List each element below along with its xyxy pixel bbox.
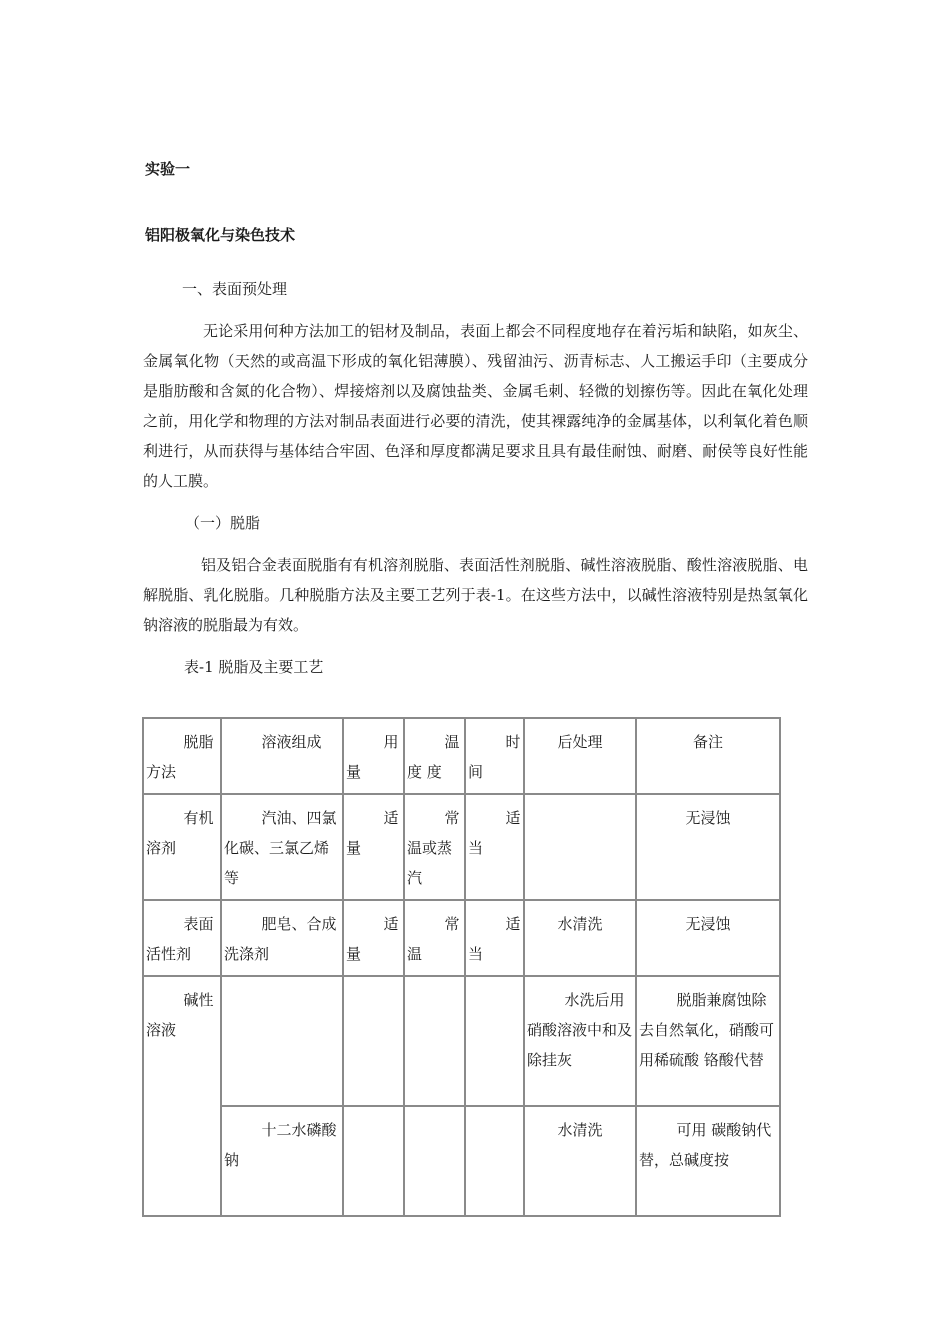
header-cell: 温度 度 (404, 718, 465, 794)
table-cell: 碱性溶液 (143, 976, 221, 1216)
table-row (143, 1106, 780, 1216)
table-cell: 水洗后用 硝酸溶液中和及除挂灰 (524, 976, 636, 1106)
subsection-heading: （一）脱脂 (185, 514, 261, 532)
table-cell: 适量 (343, 900, 404, 976)
table-cell (343, 976, 404, 1106)
table-cell (343, 1106, 404, 1216)
header-cell: 用量 (343, 718, 404, 794)
table-cell (524, 794, 636, 900)
table-cell: 肥皂、合成洗涤剂 (221, 900, 343, 976)
degreasing-paragraph: 铝及铝合金表面脱脂有有机溶剂脱脂、表面活性剂脱脂、碱性溶液脱脂、酸性溶液脱脂、电解脱脂、乳化脱脂。几种脱脂方法及主要工艺列于表-1。在这些方法中，以碱性溶液特别是热氢氧化钠溶液的脱脂最为有效。 (143, 556, 808, 634)
table-caption: 表-1 脱脂及主要工艺 (184, 658, 324, 676)
table-cell: 表面活性剂 (143, 900, 221, 976)
table-cell (465, 976, 524, 1106)
table-cell: 适量 (343, 794, 404, 900)
document-title: 实验一 (145, 160, 191, 178)
table-cell: 脱脂兼腐蚀除去自然氧化，硝酸可用稀硫酸 铬酸代替 (636, 976, 780, 1106)
table-cell: 适当 (465, 900, 524, 976)
table-cell (465, 1106, 524, 1216)
header-cell: 后处理 (524, 718, 636, 794)
table-cell: 水清洗 (524, 1106, 636, 1216)
header-cell: 溶液组成 (221, 718, 343, 794)
intro-paragraph: 无论采用何种方法加工的铝材及制品，表面上都会不同程度地存在着污垢和缺陷，如灰尘、金属氧化物（天然的或高温下形成的氧化铝薄膜）、残留油污、沥青标志、人工搬运手印（主要成分是脂肪酸和含氮的化合物）、焊接熔剂以及腐蚀盐类、金属毛刺、轻微的划擦伤等。因此在氧化处理之前，用化学和物理的方法对制品表面进行必要的清洗，使其裸露纯净的金属基体，以利氧化着色顺利进行，从而获得与基体结合牢固、色泽和厚度都满足要求且具有最佳耐蚀、耐磨、耐侯等良好性能的人工膜。 (143, 322, 808, 490)
table-cell (404, 1106, 465, 1216)
table-cell: 常温 (404, 900, 465, 976)
table-row (143, 976, 780, 1106)
table-cell: 有机溶剂 (143, 794, 221, 900)
document-subtitle: 铝阳极氧化与染色技术 (145, 226, 296, 244)
section-heading: 一、表面预处理 (182, 280, 288, 298)
degreasing-table (142, 717, 781, 1217)
table-row (143, 794, 780, 900)
header-cell: 时间 (465, 718, 524, 794)
table-header-row (143, 718, 780, 794)
table-cell: 常温或蒸汽 (404, 794, 465, 900)
table-cell: 可用 碳酸钠代替，总碱度按 (636, 1106, 780, 1216)
table-cell: 无浸蚀 (636, 794, 780, 900)
table-cell (221, 976, 343, 1106)
table-cell: 适当 (465, 794, 524, 900)
table-cell: 汽油、四氯化碳、三氯乙烯等 (221, 794, 343, 900)
table-row (143, 900, 780, 976)
table-cell: 十二水磷酸钠 (221, 1106, 343, 1216)
table-cell (404, 976, 465, 1106)
table-cell: 无浸蚀 (636, 900, 780, 976)
header-cell: 备注 (636, 718, 780, 794)
table-cell: 水清洗 (524, 900, 636, 976)
header-cell: 脱脂方法 (143, 718, 221, 794)
